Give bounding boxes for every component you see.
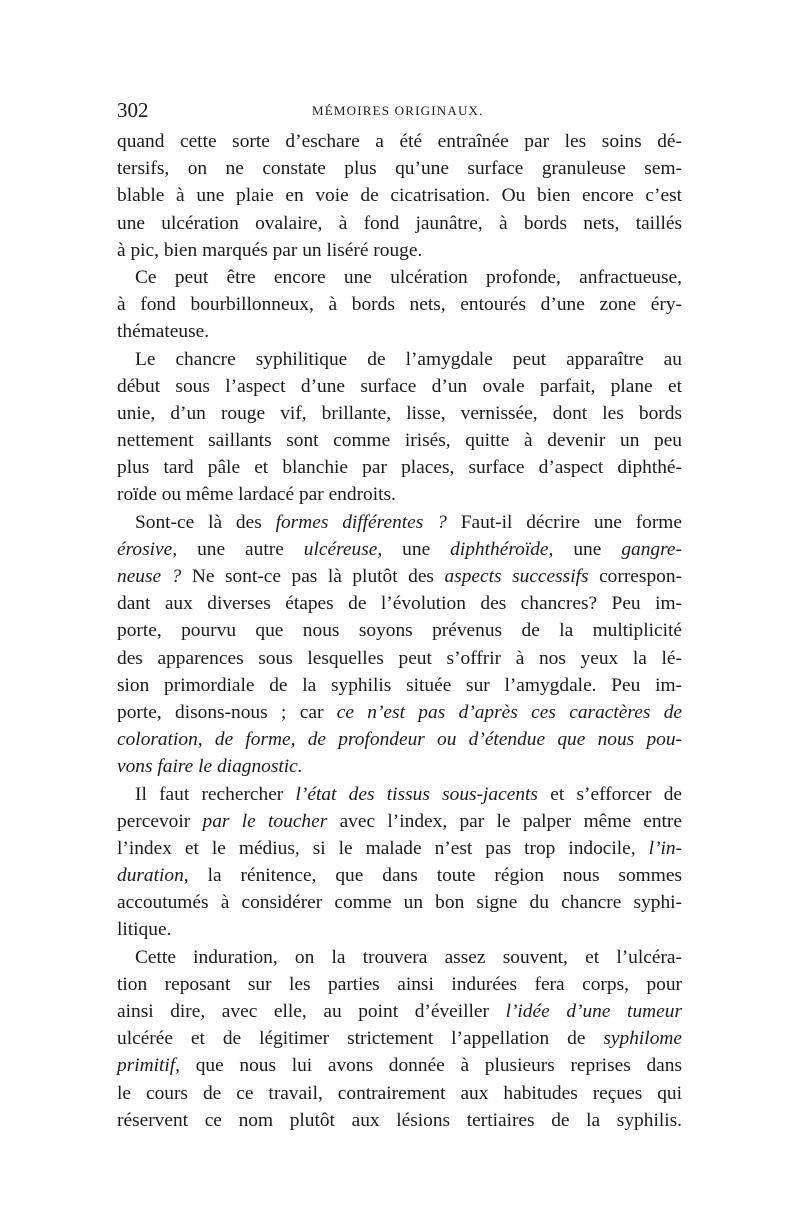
text-line [117,128,682,155]
text-segment: et s’efforcer de [537,783,682,805]
text-line [117,753,682,780]
text-segment: porte, pourvu que nous soyons prévenus de la multiplicité [117,620,682,642]
text-segment: Le chancre syphilitique de l’amygdale peut apparaître au [135,348,682,370]
text-line [117,182,682,209]
text-line [117,889,682,916]
text-segment: Ce peut être encore une ulcération profonde, anfractueuse, [135,266,682,288]
text-line [117,291,682,318]
text-segment: Sont-ce là des [135,511,276,533]
text-segment: Il faut rechercher [135,783,296,805]
text-line [117,346,682,373]
italic-text-segment: par le toucher [202,810,328,832]
running-title: MÉMOIRES ORIGINAUX. [312,103,484,118]
text-segment: des apparences sous lesquelles peut s’offrir à nos yeux la lé- [117,647,682,669]
text-segment: à fond bourbillonneux, à bords nets, entourés d’une zone éry- [117,294,682,316]
text-line [117,645,682,672]
italic-text-segment: vons faire le diagnostic. [117,756,303,778]
text-segment: avec l’index, par le palper même entre [327,810,682,832]
italic-text-segment: l’état des tissus sous-jacents [295,783,538,805]
italic-text-segment: syphilome [603,1028,682,1050]
text-line [117,155,682,182]
text-segment: que nous lui avons donnée à plusieurs reprises dans [180,1055,682,1077]
text-line [117,862,682,889]
text-segment: Faut-il décrire une forme [446,511,682,533]
text-segment: réservent ce nom plutôt aux lésions tertiaires de la syphilis. [117,1109,682,1131]
text-line [117,427,682,454]
text-segment: une autre [177,538,304,560]
text-line [117,1080,682,1107]
text-segment: l’index et le médius, si le malade n’est pas trop indocile, [117,837,649,859]
text-line [117,699,682,726]
text-segment: litique. [117,919,172,941]
text-segment: une ulcération ovalaire, à fond jaunâtre, à bords nets, taillés [117,212,682,234]
text-segment: blable à une plaie en voie de cicatrisation. Ou bien encore c’est [117,185,682,207]
text-segment: à pic, bien marqués par un liséré rouge. [117,239,423,261]
text-line [117,1025,682,1052]
italic-text-segment: aspects successifs [444,566,589,587]
text-line [117,1052,682,1079]
text-line [117,617,682,644]
text-segment: plus tard pâle et blanchie par places, surface d’aspect diphthé- [117,457,682,479]
page-header [117,98,682,124]
text-line [117,210,682,237]
text-segment: sion primordiale de la syphilis située sur l’amygdale. Peu im- [117,674,682,696]
text-line [117,237,682,264]
text-line [117,916,682,943]
italic-text-segment: gangre- [621,538,682,560]
text-line [117,481,682,508]
text-segment: la rénitence, que dans toute région nous sommes [188,865,682,887]
text-segment: porte, disons-nous ; car [117,701,337,723]
text-segment: tersifs, on ne constate plus qu’une surface granuleuse sem- [117,158,682,180]
text-segment: correspon- [588,566,682,587]
italic-text-segment: duration, [117,865,189,887]
text-line [117,400,682,427]
text-segment: ulcérée et de légitimer strictement l’appellation de [117,1028,604,1050]
text-line [117,563,682,590]
italic-text-segment: primitif, [117,1055,181,1077]
italic-text-segment: coloration, de forme, de profondeur ou d’étendue que nous pou- [117,729,682,751]
page-number: 302 [117,98,149,122]
text-segment: ainsi dire, avec elle, au point d’éveiller [117,1001,506,1022]
text-segment: tion reposant sur les parties ainsi indurées fera corps, pour [117,973,682,995]
text-line [117,1107,682,1134]
body-text [117,128,682,1134]
text-line [117,590,682,617]
text-line [117,781,682,808]
text-segment: thémateuse. [117,321,210,343]
text-line [117,835,682,862]
italic-text-segment: ce n’est pas d’après ces caractères de [336,701,682,723]
text-segment: quand cette sorte d’eschare a été entraînée par les soins dé- [117,131,682,152]
text-segment: le cours de ce travail, contrairement aux habitudes reçues qui [117,1082,682,1104]
text-line [117,808,682,835]
text-segment: dant aux diverses étapes de l’évolution des chancres? Peu im- [117,593,682,615]
text-segment: une [553,538,622,560]
text-line [117,264,682,291]
text-line [117,373,682,400]
text-line [117,454,682,481]
text-line [117,971,682,998]
text-segment: une [382,538,451,560]
italic-text-segment: formes différentes ? [275,511,447,533]
text-segment: Cette induration, on la trouvera assez souvent, et l’ulcéra- [135,946,682,968]
text-segment: Ne sont-ce pas là plutôt des [181,566,445,587]
text-segment: percevoir [117,810,203,832]
text-line [117,509,682,536]
text-segment: début sous l’aspect d’une surface d’un ovale parfait, plane et [117,375,682,397]
italic-text-segment: diphthéroïde, [450,538,554,560]
text-line [117,944,682,971]
text-line [117,536,682,563]
text-line [117,672,682,699]
text-line [117,998,682,1025]
text-segment: accoutumés à considérer comme un bon signe du chancre syphi- [117,892,682,914]
text-line [117,318,682,345]
italic-text-segment: l’idée d’une tumeur [505,1001,682,1022]
italic-text-segment: l’in- [648,837,682,859]
italic-text-segment: neuse ? [117,566,182,587]
italic-text-segment: ulcéreuse, [303,538,383,560]
text-segment: unie, d’un rouge vif, brillante, lisse, vernissée, dont les bords [117,402,682,424]
text-segment: nettement saillants sont comme irisés, quitte à devenir un peu [117,430,682,452]
italic-text-segment: érosive, [117,538,178,560]
text-segment: roïde ou même lardacé par endroits. [117,484,396,506]
text-line [117,726,682,753]
